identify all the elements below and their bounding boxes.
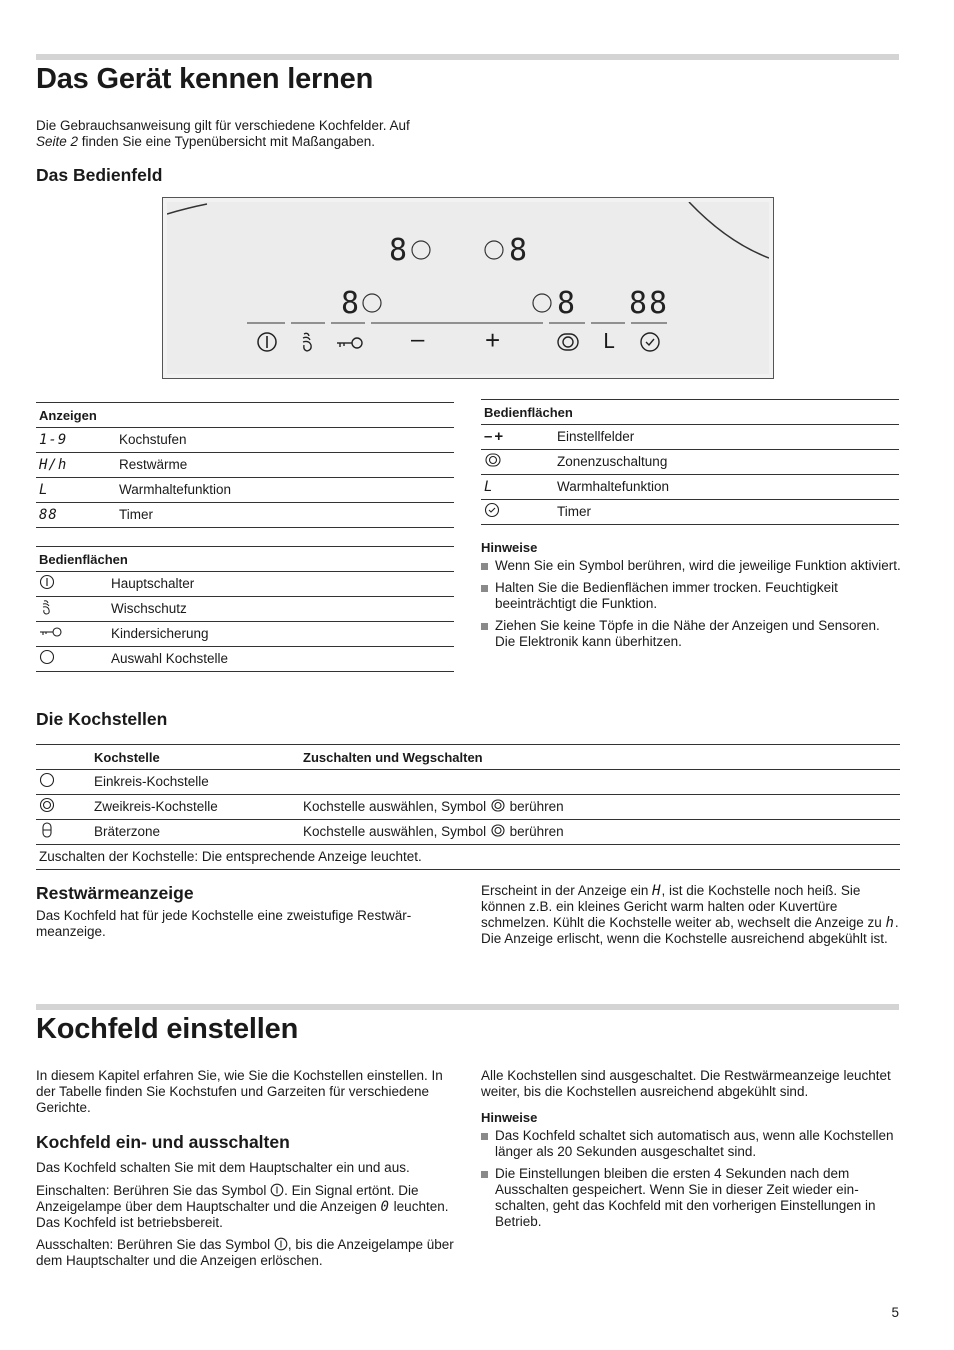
table-row: [481, 475, 899, 500]
power-icon[interactable]: [256, 331, 278, 353]
page-number: 5: [891, 1305, 899, 1320]
double-circle-icon: [39, 797, 55, 813]
kochstelle-action: [300, 770, 900, 795]
circle-icon: [39, 649, 55, 665]
section2-intro: In diesem Kapitel erfahren Sie, wie Sie die Kochstellen einstellen. In der Tabelle finden Sie Kochstufen und Garzeiten für verschiedene Gerichte.: [36, 1068, 443, 1115]
dual-zone-icon: [490, 799, 506, 813]
section-rule: [36, 54, 899, 60]
power-icon: [39, 574, 55, 590]
hinweise-title: Hinweise: [481, 540, 538, 555]
action-text: berühren: [505, 799, 564, 814]
display-symbol: L: [39, 482, 49, 498]
kochstelle-action: [300, 820, 900, 845]
bedienflaechen-header: Bedienflächen: [36, 547, 454, 572]
wipe-protection-icon: [39, 598, 55, 616]
action-text: Kochstelle auswählen, Symbol: [303, 799, 490, 814]
bedienflaechen-table-right: [481, 399, 899, 525]
table-row: [481, 500, 899, 525]
section-title: Kochfeld einstellen: [36, 1013, 299, 1045]
ausschalten-paragraph: [36, 1237, 456, 1269]
text-part: . Die Anzeige erlischt, wenn die Kochstelle ausreichend abgekühlt ist.: [481, 915, 899, 946]
dual-zone-icon[interactable]: [556, 331, 580, 353]
display-symbol: 0: [380, 1199, 390, 1215]
action-text: Kochstelle auswählen, Symbol: [303, 824, 490, 839]
display-symbol: H/h: [39, 457, 68, 473]
timer-icon: [484, 502, 500, 518]
control-panel-surface: [167, 202, 769, 374]
kochstelle-action: [300, 795, 900, 820]
display-mid-right: 8: [557, 286, 578, 321]
power-icon: [274, 1237, 288, 1251]
restwaerme-right-paragraph: [481, 883, 901, 947]
intro-text-rest: finden Sie eine Typenübersicht mit Maßangaben.: [78, 134, 375, 149]
list-item: Das Kochfeld schaltet sich automatisch aus, wenn alle Kochstellen länger als 20 Sekunden ausgeschaltet sind.: [481, 1128, 901, 1160]
bedienfeld-heading: Das Bedienfeld: [36, 165, 163, 185]
row-label: Zonenzuschaltung: [554, 450, 899, 475]
text-part: Einschalten: Berühren Sie das Symbol: [36, 1183, 271, 1198]
display-symbol: 88: [39, 507, 58, 523]
row-label: Einstellfelder: [554, 425, 899, 450]
table-row: [481, 450, 899, 475]
section-rule: [36, 1004, 899, 1010]
action-text: berühren: [505, 824, 564, 839]
table-row: [36, 795, 900, 820]
ein-aus-p1: Das Kochfeld schalten Sie mit dem Hauptschalter ein und aus.: [36, 1160, 410, 1175]
anzeigen-table: [36, 402, 454, 528]
kochstellen-footer: Zuschalten der Kochstelle: Die entsprechende Anzeige leuchtet.: [36, 845, 900, 870]
table-row: [36, 453, 454, 478]
roaster-zone-icon: [39, 821, 55, 839]
display-symbol: h: [885, 915, 895, 931]
bedienflaechen-table-left: [36, 546, 454, 672]
header-blank: [36, 745, 91, 770]
table-row: [481, 425, 899, 450]
kochstelle-name: Zweikreis-Kochstelle: [91, 795, 300, 820]
display-timer: 88: [629, 286, 670, 321]
list-item: Ziehen Sie keine Töpfe in die Nähe der Anzeigen und Sensoren. Die Elektronik kann überhitzen.: [481, 618, 901, 650]
table-row: [36, 478, 454, 503]
row-label: Restwärme: [116, 453, 454, 478]
list-item: Halten Sie die Bedienflächen immer trocken. Feuchtigkeit beeinträchtigt die Funktion.: [481, 580, 901, 612]
row-label: Auswahl Kochstelle: [108, 647, 454, 672]
row-label: Kochstufen: [116, 428, 454, 453]
row-label: Wischschutz: [108, 597, 454, 622]
kochstelle-name: Einkreis-Kochstelle: [91, 770, 300, 795]
minus-plus-symbol: –+: [484, 428, 506, 445]
keep-warm-symbol: L: [484, 479, 494, 495]
table-row: [36, 572, 454, 597]
table-row: [36, 647, 454, 672]
text-part: Erscheint in der Anzeige ein: [481, 883, 653, 898]
display-top-left: 8: [389, 233, 410, 268]
row-label: Timer: [554, 500, 899, 525]
page-reference-link[interactable]: Seite 2: [36, 134, 79, 149]
plus-button[interactable]: +: [485, 325, 501, 355]
key-icon: [39, 626, 63, 638]
hinweise-list: [481, 1128, 901, 1236]
display-symbol: 1-9: [39, 432, 68, 448]
row-label: Timer: [116, 503, 454, 528]
col-header-kochstelle: Kochstelle: [91, 745, 300, 770]
table-footer-row: [36, 845, 900, 870]
text-part: leuchten. Das Kochfeld ist betriebsbereit.: [36, 1199, 449, 1230]
hinweise-list: [481, 558, 901, 656]
kochstellen-table: [36, 744, 900, 870]
table-row: [36, 503, 454, 528]
display-top-right: 8: [509, 233, 530, 268]
bedienflaechen-header: Bedienflächen: [481, 400, 899, 425]
section-title: Das Gerät kennen lernen: [36, 63, 374, 95]
text-part: , bis die Anzeigelampe über dem Hauptschalter und die Anzeigen erlöschen.: [36, 1237, 454, 1268]
einschalten-paragraph: [36, 1183, 456, 1231]
list-item: Die Einstellungen bleiben die ersten 4 Sekunden nach dem Ausschalten gespeichert. Wenn Sie in dieser Zeit wieder einschalten, geht das Kochfeld mit den vorherigen Einstellungen in Betrieb.: [481, 1166, 901, 1230]
dual-zone-icon: [484, 452, 502, 468]
table-row: [36, 820, 900, 845]
power-icon: [270, 1183, 284, 1197]
display-symbol: H: [652, 883, 662, 899]
keep-warm-button[interactable]: L: [603, 329, 616, 353]
text-part: Ausschalten: Berühren Sie das Symbol: [36, 1237, 274, 1252]
minus-button[interactable]: –: [411, 326, 425, 353]
restwaerme-text: Das Kochfeld hat für jede Kochstelle eine zweistufige Restwärmeanzeige.: [36, 908, 412, 939]
timer-icon[interactable]: [639, 331, 661, 353]
list-item: Wenn Sie ein Symbol berühren, wird die jeweilige Funktion aktiviert.: [481, 558, 901, 574]
dual-zone-icon: [490, 824, 506, 838]
key-icon[interactable]: [335, 335, 365, 351]
table-row: [36, 597, 454, 622]
control-panel-illustration: [162, 197, 774, 379]
restwaerme-heading: Restwärmeanzeige: [36, 883, 194, 903]
ein-aus-heading: Kochfeld ein- und ausschalten: [36, 1132, 290, 1152]
kochstellen-heading: Die Kochstellen: [36, 709, 168, 729]
single-circle-icon: [39, 772, 55, 788]
hinweise-title: Hinweise: [481, 1110, 538, 1125]
kochstelle-name: Bräterzone: [91, 820, 300, 845]
table-row: [36, 428, 454, 453]
section2-right-paragraph: Alle Kochstellen sind ausgeschaltet. Die Restwärmeanzeige leuchtet weiter, bis die Kochstellen ausreichend abgekühlt sind.: [481, 1068, 891, 1099]
wipe-protection-icon[interactable]: [297, 330, 319, 354]
row-label: Kindersicherung: [108, 622, 454, 647]
display-mid-left: 8: [341, 286, 362, 321]
intro-text: Die Gebrauchsanweisung gilt für verschiedene Kochfelder. Auf: [36, 118, 410, 133]
row-label: Warmhaltefunktion: [116, 478, 454, 503]
table-row: [36, 622, 454, 647]
intro-paragraph: [36, 118, 476, 150]
table-row: [36, 770, 900, 795]
row-label: Warmhaltefunktion: [554, 475, 899, 500]
row-label: Hauptschalter: [108, 572, 454, 597]
col-header-zuschalten: Zuschalten und Wegschalten: [300, 745, 900, 770]
anzeigen-header: Anzeigen: [36, 403, 454, 428]
text-part: , ist die Kochstelle noch heiß. Sie können z.B. ein kleines Gericht warm halten oder Kuvertüre schmelzen. Kühlt die Kochstelle weiter ab, wechselt die Anzeige zu: [481, 883, 886, 930]
text-part: . Ein Signal ertönt. Die Anzeigelampe über dem Hauptschalter und die Anzeigen: [36, 1183, 419, 1214]
